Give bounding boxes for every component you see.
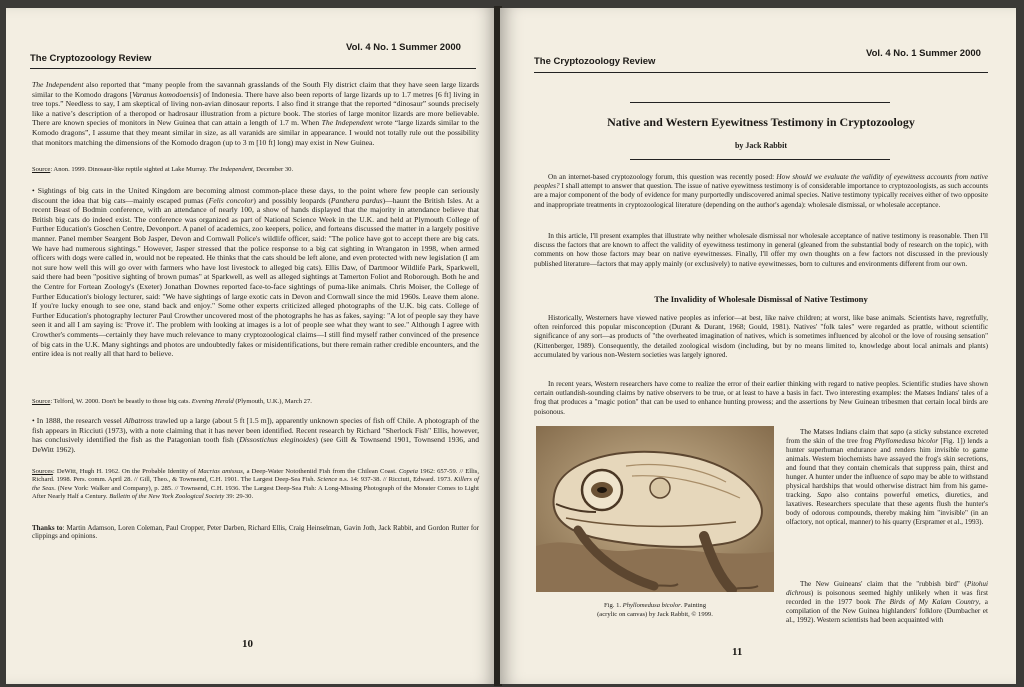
page-number: 10 — [242, 638, 253, 650]
title-bottom-rule — [630, 159, 890, 160]
left-header-title: The Cryptozoology Review — [30, 53, 152, 64]
title-top-rule — [630, 102, 890, 103]
column-paragraph: The New Guineans' claim that the "rubbish bird" (Pitohui dichrous) is poisonous seemed highly unlikely when it was first recorded in the 1977 book The Birds of My Kalam Country, a compilation of the New Guinea highlanders' folklore (Dumbacher et al., 1992). Western scientists had been acquainted with — [786, 580, 988, 624]
section-heading: The Invalidity of Wholesale Dismissal of Native Testimony — [654, 294, 868, 304]
right-header-issue: Vol. 4 No. 1 Summer 2000 — [866, 48, 981, 59]
thanks-label: Thanks to — [32, 524, 63, 532]
right-header-title: The Cryptozoology Review — [534, 56, 656, 67]
section-paragraph: In recent years, Western researchers have come to realize the error of their earlier thinking with regard to native peoples. Scientific studies have shown certain outlandish-sounding claims by native observers to be true, or at least to have a basis in fact. Two interesting examples: the Matses Indians' tales of a frog that produces a "magic potion" that can be used to enhance hunting prowess; and the assertions by New Guinean tribesmen that certain local birds are poisonous. — [534, 380, 988, 416]
source-label: Source — [32, 166, 51, 173]
article-paragraph: The Independent also reported that “many people from the savannah grasslands of the South Fly district claim that they have seen large lizards similar to the Komodo dragons [Varanus komodoensis] of Indonesia. There have also been reports of large lizards up to 1.7 metres [6 ft] living in tree tops.” Needless to say, I am skeptical of living non-avian dinosaur reports. I also find it strange that the reported “dinosaur” sounds precisely like a native’s description of a theropod or hadrosaur illustration from a picture book. The stories of large monitor lizards are more believable. There are known species of monitors in New Guinea that can attain a length of 1.7 m. When The Independent wrote “large lizards similar to the Komodo dragons”, I assume that they meant similar in size, as all varanids are similar in appearance. I would not totally rule out the possibility that monitors matching the dimensions of the Komodo dragon (up to 3 m [10 ft] long) may exist in New Guinea. — [32, 80, 479, 147]
source-citation: Sources: DeWitt, Hugh H. 1962. On the Probable Identity of Macrias amissus, a Deep-Water Nototheniid Fish from the Chilean Coast. Copeia 1962: 657-59. // Ellis, Richard. 1998. Pers. comm. April 28. // Gill, Theo., & Townsend, C.H. 1901. The Largest Deep-Sea Fish. Science n.s. 14: 937-38. // Ricciuti, Edward. 1973. Killers of the Seas. (New York: Walker and Company), p. 285. // Townsend, C.H. 1936. The Largest Deep-Sea Fish: A Long-Missing Photograph of the Monster Comes to Light After Nearly Half a Century. Bulletin of the New York Zoological Society 39: 29-30. — [32, 468, 480, 501]
section-paragraph: Historically, Westerners have viewed native peoples as inferior—at best, like naive children; at worst, like base animals. Scientists have, regretfully, often reinforced this popular misconception (Durant & Durant, 1968; Gould, 1981). Natives' "folk tales" were regarded as prattle, without scientific significance of any sort—as products of "the overheated imagination of natives, which is sometimes influenced by alcohol or the love of rousing sensation" (Kittenberger, 1989). Consequently, the detailed zoological wisdom (including, but by no means limited to, knowledge about local animals and plants) accumulated by various non-Western societies was largely ignored. — [534, 314, 988, 359]
intro-paragraph: On an internet-based cryptozoology forum, this question was recently posed: How should we evaluate the validity of eyewitness accounts from native peoples? I shall attempt to answer that question. The issue of native eyewitness testimony is of considerable importance to cryptozoologists, as such accounts are a major component of the body of evidence for many purportedly undiscovered animal species. Native testimony typically receives either of two opposite and inappropriate treatments in cryptozoological literature (depending on the author's agenda): wholesale dismissal, or wholesale acceptance. — [534, 173, 988, 209]
article-byline: by Jack Rabbit — [734, 141, 787, 150]
left-header-rule — [30, 68, 476, 69]
left-page — [6, 8, 496, 684]
left-header-issue: Vol. 4 No. 1 Summer 2000 — [346, 42, 461, 53]
source-citation: Source: Anon. 1999. Dinosaur-like reptile sighted at Lake Murray. The Independent, December 30. — [32, 166, 294, 173]
source-label: Source — [32, 398, 51, 405]
article-paragraph: • Sightings of big cats in the United Kingdom are becoming almost common-place these days, to the point where few people can seriously discount the idea that big cats—mainly escaped pumas (Felis concolor) and possibly leopards (Panthera pardus)—haunt the British Isles. At a recent Beast of Bodmin conference, with an attendance of nearly 100, a show of hands displayed that the majority in attendance believe that British big cats do indeed exist. The conference was organized as part of National Science Week in the U.K. and held at Plymouth College of Further Education's Goschen Centre, Devonport. A panel of academics, zoo keepers, police, and forteans discussed the matter in a largely positive manner. Panel member Seargent Bob Jasper, Devon and Cornwall Police's wildlife officer, said: "The police have got to accept there are big cats. We have had numerous sightings." However, Jasper stressed that the police response to a big cat sighting in Wrangaton in 1998, when armed officers with dogs were called in, would not be repeated. He thinks that the cats should be left alone, and even protected with new legislation (I am not sure how well this will go over with farmers who have lost livestock to alleged big cats). Ellis Daw, of Dartmoor Wildlife Park, Sparkwell, said there had been "positive sighting of brown pumas" at Sparkwell, as well as alleged sightings at Tamerton Foliot and Roborough. Both he and the Centre for Fortean Zoology's (Exeter) Jonathan Downes reported face-to-face sightings of puma-like animals. Chris Moiser, the College of Further Education's biology lecturer, said: "We have sightings of large exotic cats in Devon and Cornwall since the mid 1960s. Leave them alone. If you're lucky enough to see one, stand back and enjoy." Some other experts criticized alleged photographs of the U.K. big cats. College of Further Education's photography lecturer Paul Crowther uncovered most of the photographs he has as fakes, saying: "A lot of people say they have seen it and all I am saying is: 'Prove it'. The problem with looking at images is a lot of people see what they want to see." Although I agree with Crowther's comments—certainly they have much relevance to many cryptozoological claims—I still find myself rather convinced of the presence of big cats in the U.K. Many sightings and photos are undoubtedly fakes or misidentifications, but there remain rather credible encounters, and the entire idea is not really all that hard to believe. — [32, 186, 479, 359]
right-header-rule — [534, 72, 988, 73]
frog-illustration — [536, 426, 774, 592]
column-paragraph: The Matses Indians claim that sapo (a sticky substance excreted from the skin of the tree frog Phyllomedusa bicolor [Fig. 1]) lends a hunter superhuman endurance and renders him invisible to game animals. Western biochemists have assayed the frog's skin secretions, and found that they contain chemicals that suppress pain, thirst and hunger. A hunter under the influence of sapo may be able to withstand physical hardships that would otherwise distract him from his game-tracking. Sapo also contains powerful emetics, diuretics, and laxatives. Researchers speculate that these agents flush the hunter's body of odorous compounds, thereby making him "invisible" (in an olfactory, not optical, manner) to his quarry (Erspramer et al., 1993). — [786, 428, 989, 526]
right-page — [500, 8, 1016, 684]
page-number: 11 — [732, 646, 743, 658]
frog-painting — [536, 426, 774, 592]
figure-caption: Fig. 1. Phyllomedusa bicolor. Painting (acrylic on canvas) by Jack Rabbit, © 1999. — [597, 602, 713, 618]
article-title: Native and Western Eyewitness Testimony in Cryptozoology — [607, 115, 915, 129]
article-paragraph: • In 1888, the research vessel Albatross trawled up a large (about 5 ft [1.5 m]), apparently unknown species of fish off Chile. A photograph of the fish appears in Ricciuti (1973), with a note claiming that it has never been identified. Recent research by Richard "Sherlock Fish" Ellis, however, has conclusively identified the fish as the Patagonian tooth fish (Dissostichus eleginoides) (see Gill & Townsend 1901, Townsend 1936, and DeWitt 1962). — [32, 416, 479, 454]
source-citation: Source: Telford, W. 2000. Don't be beastly to those big cats. Evening Herald (Plymouth, U.K.), March 27. — [32, 398, 312, 405]
source-label: Sources — [32, 468, 53, 475]
intro-paragraph: In this article, I'll present examples that illustrate why neither wholesale dismissal nor wholesale acceptance of native testimony is reasonable. Then I'll discuss the factors that are known to affect the validity of eyewitness testimony in general (gleaned from the substantial body of research on the topic), with comments on how those factors may bear on native eyewitnesses. Finally, I'll offer my own thoughts on a few factors not discussed in the previously published literature—factors that may apply mainly (or exclusively) to native eyewitnesses, born to cultures and environments different from our own. — [534, 232, 988, 268]
thanks-note: Thanks to: Martin Adamson, Loren Coleman, Paul Cropper, Peter Darben, Richard Ellis, Craig Heinselman, Gavin Joth, Jack Rabbit, and Gordon Rutter for clippings and opinions. — [32, 524, 480, 541]
